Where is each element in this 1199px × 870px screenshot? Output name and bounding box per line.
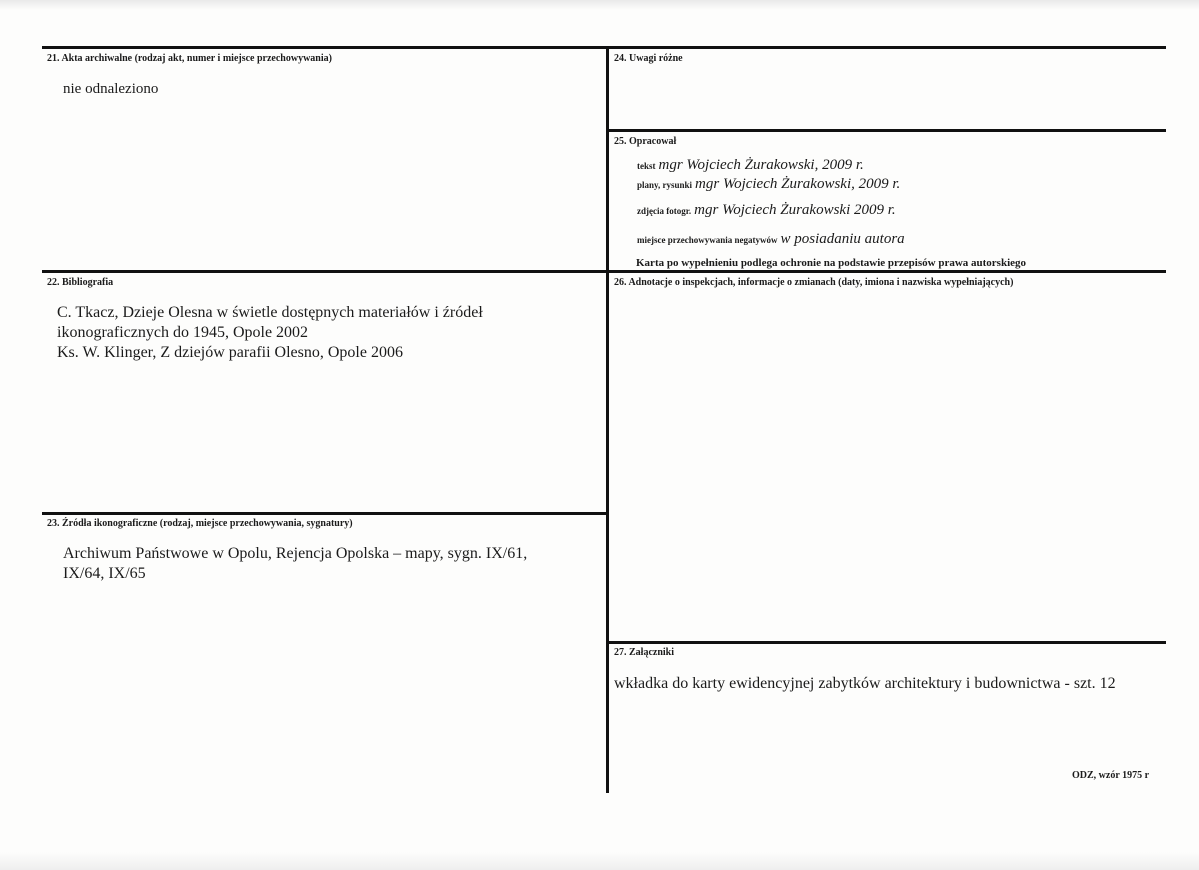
copyright-note: Karta po wypełnieniu podlega ochronie na podstawie przepisów prawa autorskiego	[636, 257, 1027, 269]
scan-edge-bottom	[0, 852, 1199, 870]
photos-author-row	[637, 201, 896, 219]
section-24-label: 24. Uwagi różne	[614, 53, 683, 64]
bibliography-line-3: Ks. W. Klinger, Z dziejów parafii Olesno, Opole 2006	[57, 344, 403, 361]
section-21-label: 21. Akta archiwalne (rodzaj akt, numer i miejsce przechowywania)	[47, 53, 332, 64]
attachments-value: wkładka do karty ewidencyjnej zabytków architektury i budownictwa - szt. 12	[614, 675, 1116, 692]
text-author-label: tekst	[637, 161, 656, 171]
rule-25	[608, 129, 1166, 132]
text-author-value: mgr Wojciech Żurakowski, 2009 r.	[658, 157, 864, 173]
negatives-row	[637, 230, 905, 248]
text-author-row	[637, 156, 864, 174]
iconographic-line-1: Archiwum Państwowe w Opolu, Rejencja Opolska – mapy, sygn. IX/61,	[63, 545, 528, 562]
section-22-label: 22. Bibliografia	[47, 277, 114, 288]
rule-23	[42, 512, 609, 515]
section-27-label: 27. Załączniki	[614, 647, 675, 658]
bibliography-line-2: ikonograficznych do 1945, Opole 2002	[57, 324, 309, 341]
scan-edge-top	[0, 0, 1199, 10]
rule-22-26	[42, 270, 1166, 273]
photos-author-value: mgr Wojciech Żurakowski 2009 r.	[694, 202, 896, 218]
iconographic-line-2: IX/64, IX/65	[63, 565, 146, 582]
top-rule	[42, 46, 1166, 49]
bibliography-line-1: C. Tkacz, Dzieje Olesna w świetle dostępnych materiałów i źródeł	[57, 304, 483, 321]
section-25-label: 25. Opracował	[614, 136, 677, 147]
negatives-value: w posiadaniu autora	[780, 231, 905, 247]
plans-author-label: plany, rysunki	[637, 180, 693, 190]
center-divider	[606, 46, 609, 793]
photos-author-label: zdjęcia fotogr.	[637, 206, 692, 216]
section-26-label: 26. Adnotacje o inspekcjach, informacje o zmianach (daty, imiona i nazwiska wypełniających)	[614, 277, 1014, 288]
form-id: ODZ, wzór 1975 r	[1072, 770, 1150, 781]
plans-author-row	[637, 175, 900, 193]
section-21-value: nie odnaleziono	[63, 81, 159, 97]
rule-27	[608, 641, 1166, 644]
plans-author-value: mgr Wojciech Żurakowski, 2009 r.	[695, 176, 901, 192]
negatives-label: miejsce przechowywania negatywów	[637, 235, 778, 245]
section-23-label: 23. Źródła ikonograficzne (rodzaj, miejsce przechowywania, sygnatury)	[47, 518, 353, 529]
